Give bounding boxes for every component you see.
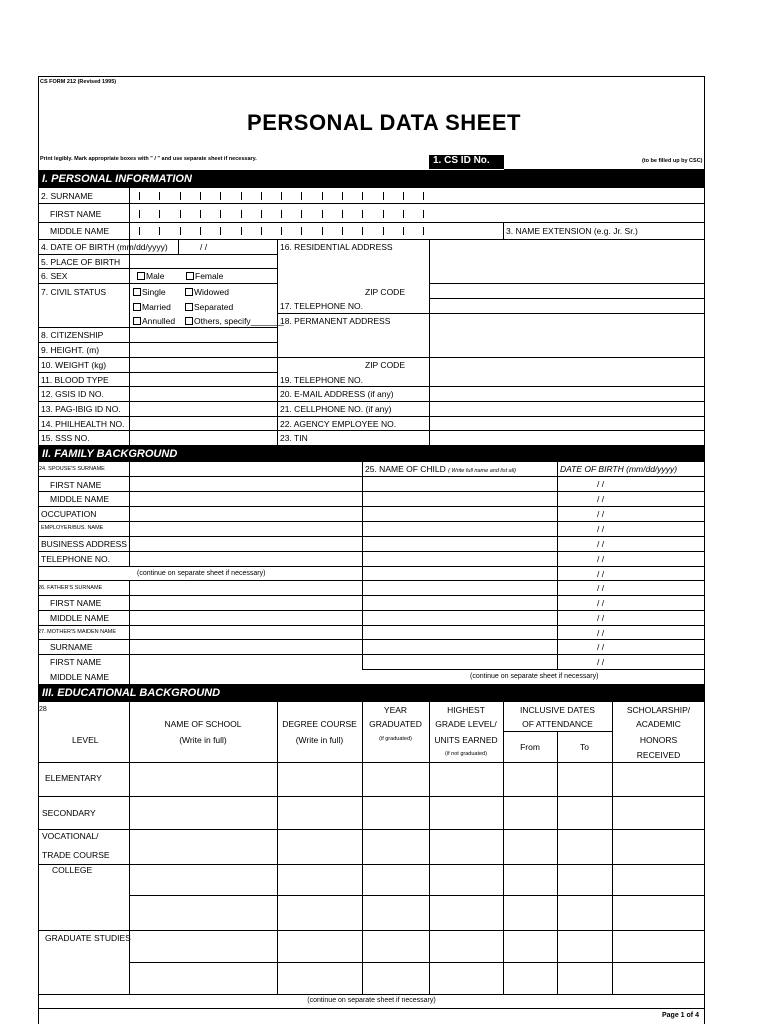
child-dob-field[interactable]: / / [597,598,605,608]
citizenship-label: 8. CITIZENSHIP [41,330,104,340]
instructions-text: Print legibly. Mark appropriate boxes with " / " and use separate sheet if necessary. [40,156,257,162]
father-middle-name-label: MIDDLE NAME [50,613,110,623]
pagibig-label: 13. PAG-IBIG ID NO. [41,404,121,414]
college-label: COLLEGE [52,865,93,875]
continue-note-education: (continue on separate sheet if necessary) [307,997,436,1004]
continue-note-left: (continue on separate sheet if necessary) [137,570,266,577]
civil-others-option[interactable]: Others, specify_______ [185,317,284,326]
sss-label: 15. SSS NO. [41,433,90,443]
degree-header: DEGREE COURSE [282,719,357,729]
child-dob-field[interactable]: / / [597,569,605,579]
employer-label: EMPLOYER/BUS. NAME [41,525,104,531]
child-dob-field[interactable]: / / [597,642,605,652]
cellphone-label: 21. CELLPHONE NO. (if any) [280,404,392,414]
from-header: From [520,742,540,752]
school-header: NAME OF SCHOOL [164,719,242,729]
grade-header: HIGHEST [447,705,485,715]
child-dob-field[interactable]: / / [597,628,605,638]
sex-male-option[interactable]: Male [137,272,164,281]
mother-first-name-label: FIRST NAME [50,657,102,667]
child-dob-field[interactable]: / / [597,657,605,667]
child-dob-field[interactable]: / / [597,509,605,519]
zip-code-label-residential: ZIP CODE [365,287,405,297]
permanent-address-label: 18. PERMANENT ADDRESS [280,316,391,326]
gsis-label: 12. GSIS ID NO. [41,389,104,399]
honors-header-2: ACADEMIC [636,719,681,729]
checkbox-icon[interactable] [185,317,193,325]
spouse-telephone-label: TELEPHONE NO. [41,554,110,564]
child-dob-field[interactable]: / / [597,613,605,623]
year-header: YEAR [383,705,408,715]
civil-single-option[interactable]: Single [133,288,166,297]
telephone-17-label: 17. TELEPHONE NO. [280,301,363,311]
year-header-note: (if graduated) [379,736,412,742]
year-header-2: GRADUATED [369,719,422,729]
page-title: PERSONAL DATA SHEET [247,110,521,135]
dob-field[interactable]: / / [200,242,208,252]
honors-header-3: HONORS [639,735,678,745]
middle-name-field[interactable] [139,227,429,235]
mother-maiden-label: 27. MOTHER'S MAIDEN NAME [38,629,117,635]
civil-married-option[interactable]: Married [133,303,171,312]
sex-female-option[interactable]: Female [186,272,223,281]
tin-label: 23. TIN [280,433,308,443]
child-dob-field[interactable]: / / [597,479,605,489]
father-surname-label: 26. FATHER'S SURNAME [38,585,103,591]
school-header-note: (Write in full) [179,735,227,745]
honors-header: SCHOLARSHIP/ [626,705,691,715]
honors-header-4: RECEIVED [636,750,681,760]
section-personal-information-header: I. PERSONAL INFORMATION [38,170,705,188]
business-address-label: BUSINESS ADDRESS [41,539,127,549]
page-number: Page 1 of 4 [662,1012,699,1019]
to-header: To [580,742,589,752]
dob-label: 4. DATE OF BIRTH (mm/dd/yyyy) [41,242,168,252]
child-name-label: 25. NAME OF CHILD ( Write full name and list all) [365,464,517,474]
email-label: 20. E-MAIL ADDRESS (if any) [280,389,394,399]
name-extension-label: 3. NAME EXTENSION (e.g. Jr. Sr.) [506,226,638,236]
form-code: CS FORM 212 (Revised 1995) [40,79,117,85]
civil-status-label: 7. CIVIL STATUS [41,287,107,297]
spouse-surname-label: 24. SPOUSE'S SURNAME [39,466,105,472]
section-educational-background-header: III. EDUCATIONAL BACKGROUND [38,684,705,702]
first-name-label: FIRST NAME [50,209,102,219]
checkbox-icon[interactable] [186,272,194,280]
form-sheet [38,76,705,1024]
spouse-middle-name-label: MIDDLE NAME [50,494,110,504]
trade-course-label: TRADE COURSE [42,850,110,860]
mother-middle-name-label: MIDDLE NAME [50,672,110,682]
child-dob-field[interactable]: / / [597,554,605,564]
height-label: 9. HEIGHT. (m) [41,345,100,355]
civil-annulled-option[interactable]: Annulled [133,317,175,326]
agency-employee-no-label: 22. AGENCY EMPLOYEE NO. [280,419,397,429]
child-dob-field[interactable]: / / [597,583,605,593]
first-name-field[interactable] [139,210,429,218]
grade-header-3: UNITS EARNED [434,735,498,745]
checkbox-icon[interactable] [133,303,141,311]
secondary-label: SECONDARY [42,808,96,818]
cs-id-label: 1. CS ID No. [433,155,490,166]
middle-name-label: MIDDLE NAME [50,226,110,236]
child-dob-label: DATE OF BIRTH (mm/dd/yyyy) [560,464,678,474]
degree-header-note: (Write in full) [295,735,344,745]
checkbox-icon[interactable] [137,272,145,280]
telephone-19-label: 19. TELEPHONE NO. [280,375,363,385]
checkbox-icon[interactable] [133,288,141,296]
civil-separated-option[interactable]: Separated [185,303,233,312]
mother-surname-label: SURNAME [50,642,93,652]
surname-label: 2. SURNAME [41,191,93,201]
father-first-name-label: FIRST NAME [50,598,102,608]
cs-id-note: (to be filled up by CSC) [642,158,703,164]
grade-header-2: GRADE LEVEL/ [435,719,497,729]
blood-type-label: 11. BLOOD TYPE [41,375,109,385]
level-header: LEVEL [72,735,99,745]
philhealth-label: 14. PHILHEALTH NO. [41,419,125,429]
checkbox-icon[interactable] [185,303,193,311]
elementary-label: ELEMENTARY [45,773,102,783]
weight-label: 10. WEIGHT (kg) [41,360,107,370]
occupation-label: OCCUPATION [41,509,97,519]
continue-note-right: (continue on separate sheet if necessary) [470,673,599,680]
item-28-label: 28 [39,706,47,713]
checkbox-icon[interactable] [133,317,141,325]
spouse-first-name-label: FIRST NAME [50,480,102,490]
child-dob-field[interactable]: / / [597,494,605,504]
zip-code-label-permanent: ZIP CODE [365,360,405,370]
graduate-studies-label: GRADUATE STUDIES [45,933,131,943]
dates-header-2: OF ATTENDANCE [522,719,593,729]
civil-widowed-option[interactable]: Widowed [185,288,229,297]
section-family-background-header: II. FAMILY BACKGROUND [38,445,705,462]
surname-field[interactable] [139,192,429,200]
child-dob-field[interactable]: / / [597,524,605,534]
sex-label: 6. SEX [41,271,68,281]
checkbox-icon[interactable] [185,288,193,296]
residential-address-label: 16. RESIDENTIAL ADDRESS [280,242,393,252]
grade-header-note: (if not graduated) [445,751,487,757]
vocational-label: VOCATIONAL/ [42,831,99,841]
dates-header: INCLUSIVE DATES [520,705,595,715]
child-dob-field[interactable]: / / [597,539,605,549]
place-of-birth-label: 5. PLACE OF BIRTH [41,257,121,267]
